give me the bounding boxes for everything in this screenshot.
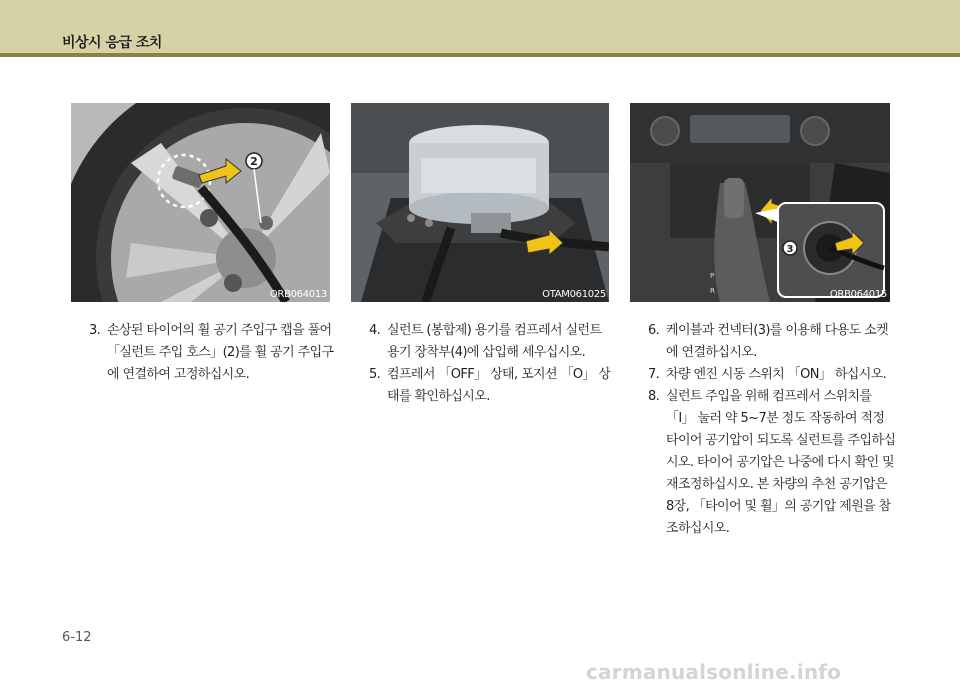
step-7: 7. 차량 엔진 시동 스위치 「ON」 하십시오. bbox=[648, 367, 887, 382]
column-right bbox=[648, 320, 896, 540]
section-title: 비상시 응급 조치 bbox=[62, 35, 162, 51]
gear-letter-p: P bbox=[710, 272, 715, 280]
step-4: 4. 실런트 (봉합제) 용기를 컴프레서 실런트 용기 장착부(4)에 삽입해 세우십시오. bbox=[369, 323, 602, 360]
figure-code-1: ORB064013 bbox=[269, 289, 327, 300]
watermark: carmanualsonline.info bbox=[586, 660, 842, 684]
tire-valve-photo bbox=[71, 103, 330, 302]
step-8: 8. 실런트 주입을 위해 컴프레서 스위치를 「I」 눌러 약 5~7분 정도 작동하여 적정 타이어 공기압이 되도록 실런트를 주입하십시오. 타이어 공기압은 나중에 다시 확인 및 재조정하십시오. 본 차량의 추천 공기압은 8장, 「타이어 및 휠」의 공기압 제원을 참조하십시오. bbox=[648, 389, 896, 536]
step-3: 3. 손상된 타이어의 휠 공기 주입구 캡을 풀어 「실런트 주입 호스」(2)를 휠 공기 주입구에 연결하여 고정하십시오. bbox=[89, 323, 334, 382]
power-socket-photo bbox=[630, 103, 890, 302]
sealant-canister-photo bbox=[351, 103, 609, 302]
callout-2-label: 2 bbox=[250, 155, 258, 168]
column-left bbox=[89, 320, 335, 386]
column-middle bbox=[369, 320, 613, 408]
callout-3-label: 3 bbox=[786, 244, 794, 255]
step-5: 5. 컴프레서 「OFF」 상태, 포지션 「O」 상태를 확인하십시오. bbox=[369, 367, 611, 404]
page-number: 6-12 bbox=[62, 630, 92, 645]
step-6: 6. 케이블과 컨넥터(3)를 이용해 다용도 소켓에 연결하십시오. bbox=[648, 323, 889, 360]
figure-code-2: OTAM061025 bbox=[542, 289, 606, 300]
header-rule bbox=[0, 53, 960, 57]
gear-letter-r: R bbox=[710, 287, 715, 295]
figure-code-3: ORB064015 bbox=[829, 289, 887, 300]
